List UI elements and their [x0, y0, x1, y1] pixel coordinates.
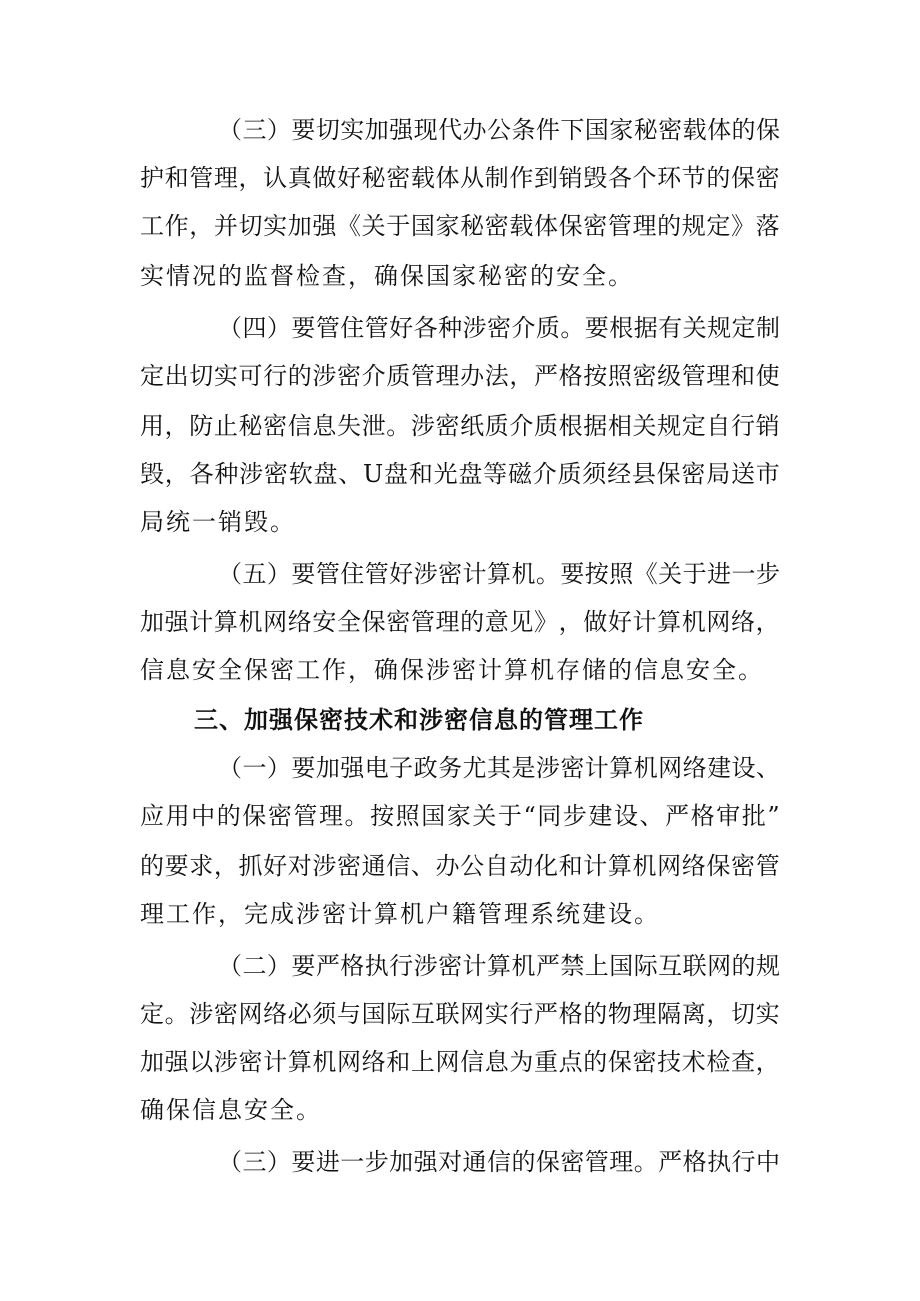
paragraph-line: （ 二 ） 要 严 格 执 行 涉 密 计 算 机 严 禁 上 国 际 互 联 网 的 规 [218, 952, 780, 980]
paragraph-line: 定 出 切 实 可 行 的 涉 密 介 质 管 理 办 法 ， 严 格 按 照 密 级 管 理 和 使 [140, 362, 780, 390]
paragraph-line: 的 要 求 ， 抓 好 对 涉 密 通 信 、 办 公 自 动 化 和 计 算 机 网 络 保 密 管 [140, 852, 780, 880]
paragraph-line: （ 四 ） 要 管 住 管 好 各 种 涉 密 介 质 。 要 根 据 有 关 规 定 制 [218, 314, 780, 342]
paragraph-line: 加 强 计 算 机 网 络 安 全 保 密 管 理 的 意 见 》 ， 做 好 计 算 机 网 络 ， [140, 608, 780, 636]
paragraph-line: 加 强 以 涉 密 计 算 机 网 络 和 上 网 信 息 为 重 点 的 保 密 技 术 检 查 ， [140, 1048, 780, 1076]
paragraph-line: （ 五 ） 要 管 住 管 好 涉 密 计 算 机 。 要 按 照 《 关 于 进 一 步 [218, 560, 780, 588]
paragraph-line: 局统一销毁。 [140, 508, 296, 536]
paragraph-line: 理工作，完成涉密计算机户籍管理系统建设。 [140, 900, 660, 928]
paragraph-line: 工 作 ， 并 切 实 加 强 《 关 于 国 家 秘 密 载 体 保 密 管 理 的 规 定 》 落 [140, 212, 780, 240]
paragraph-line: （ 三 ） 要 进 一 步 加 强 对 通 信 的 保 密 管 理 。 严 格 执 行 中 [218, 1148, 780, 1176]
paragraph-line: 应 用 中 的 保 密 管 理 。 按 照 国 家 关 于 “ 同 步 建 设 、 严 格 审 批 ” [140, 802, 780, 830]
paragraph-line: （ 三 ） 要 切 实 加 强 现 代 办 公 条 件 下 国 家 秘 密 载 体 的 保 [218, 116, 780, 144]
paragraph-line: 护 和 管 理 ， 认 真 做 好 秘 密 载 体 从 制 作 到 销 毁 各 个 环 节 的 保 密 [140, 164, 780, 192]
paragraph-line: 确保信息安全。 [140, 1096, 322, 1124]
paragraph-line: 毁 ， 各 种 涉 密 软 盘 、 U 盘 和 光 盘 等 磁 介 质 须 经 县 保 密 局 送 市 [140, 460, 780, 488]
section-heading: 三、加强保密技术和涉密信息的管理工作 [194, 706, 644, 734]
paragraph-line: （ 一 ） 要 加 强 电 子 政 务 尤 其 是 涉 密 计 算 机 网 络 建 设 、 [218, 754, 780, 782]
paragraph-line: 定 。 涉 密 网 络 必 须 与 国 际 互 联 网 实 行 严 格 的 物 理 隔 离 ， 切 实 [140, 1000, 780, 1028]
paragraph-line: 用 ， 防 止 秘 密 信 息 失 泄 。 涉 密 纸 质 介 质 根 据 相 关 规 定 自 行 销 [140, 412, 780, 440]
paragraph-line: 实情况的监督检查，确保国家秘密的安全。 [140, 262, 634, 290]
paragraph-line: 信息安全保密工作，确保涉密计算机存储的信息安全。 [140, 656, 764, 684]
